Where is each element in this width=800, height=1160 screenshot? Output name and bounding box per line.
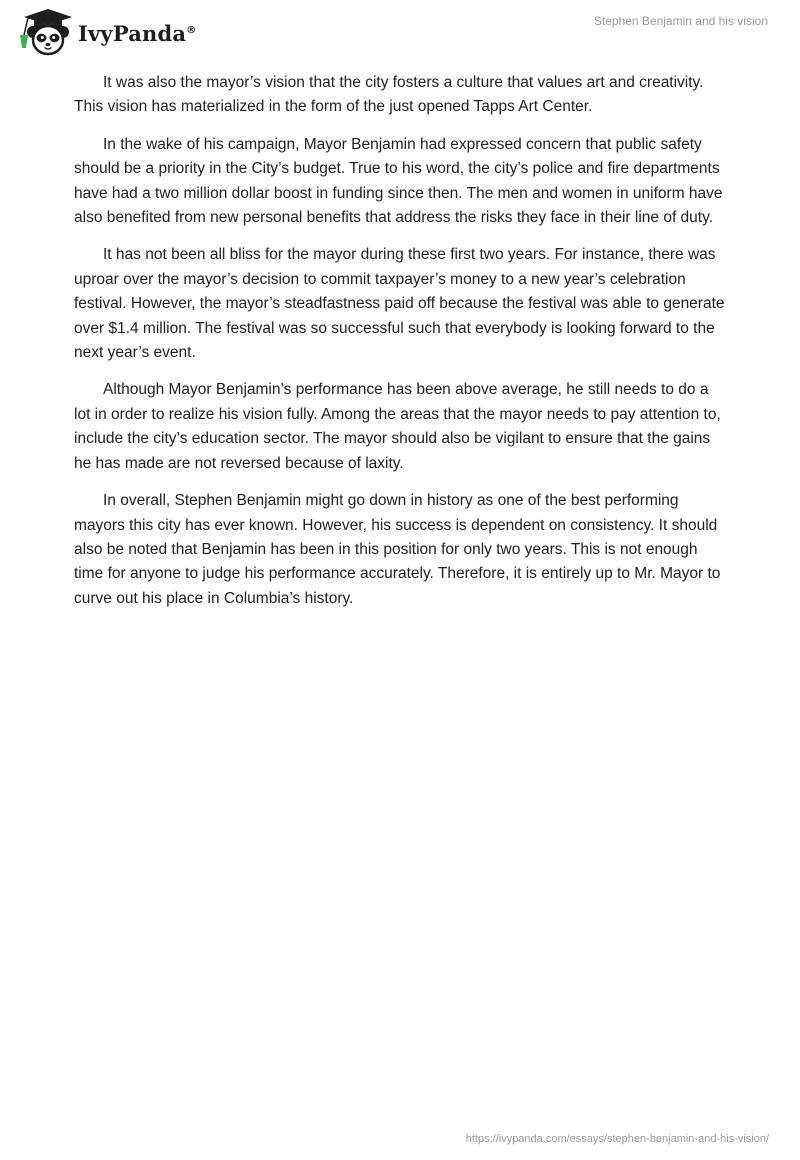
paragraph: In the wake of his campaign, Mayor Benjamin had expressed concern that public safety should be a priority in the City’s budget. True to his word, the city’s police and fire departments have had a two million dollar boost in funding since then. The men and women in uniform have also benefited from new personal benefits that address the risks they face in their line of duty.: [74, 135, 723, 227]
paragraph: Although Mayor Benjamin’s performance has been above average, he still needs to do a lot in order to realize his vision fully. Among the areas that the mayor needs to pay attention to, include the city’s education sector. The mayor should also be vigilant to ensure that the gains he has made are not reversed because of laxity.: [74, 381, 721, 472]
ivypanda-logo[interactable]: [14, 8, 196, 56]
essay-body: [74, 71, 726, 624]
paragraph: In overall, Stephen Benjamin might go down in history as one of the best performing mayors this city has ever known. However, his success is dependent on consistency. It should also be noted that Benjamin has been in this position for only two years. This is not enough time for anyone to judge his performance accurately. Therefore, it is entirely up to Mr. Mayor to curve out his place in Columbia’s history.: [74, 492, 721, 607]
source-url-link[interactable]: https://ivypanda.com/essays/stephen-benjamin-and-his-vision/: [465, 1133, 769, 1145]
paragraph: It has not been all bliss for the mayor during these first two years. For instance, there was uproar over the mayor’s decision to commit taxpayer’s money to a new year’s celebration festival. However, the mayor’s steadfastness paid off because the festival was able to generate over $1.4 million. The festival was so successful such that everybody is looking forward to the next year’s event.: [74, 246, 725, 362]
registered-mark: ®: [186, 24, 197, 36]
panda-graduate-icon: [14, 8, 76, 56]
page-header: [0, 0, 800, 60]
document-running-title: Stephen Benjamin and his vision: [593, 14, 768, 28]
paragraph: It was also the mayor’s vision that the city fosters a culture that values art and creativity. This vision has materialized in the form of the just opened Tapps Art Center.: [74, 74, 704, 116]
logo-wordmark: IvyPanda®: [78, 20, 197, 46]
